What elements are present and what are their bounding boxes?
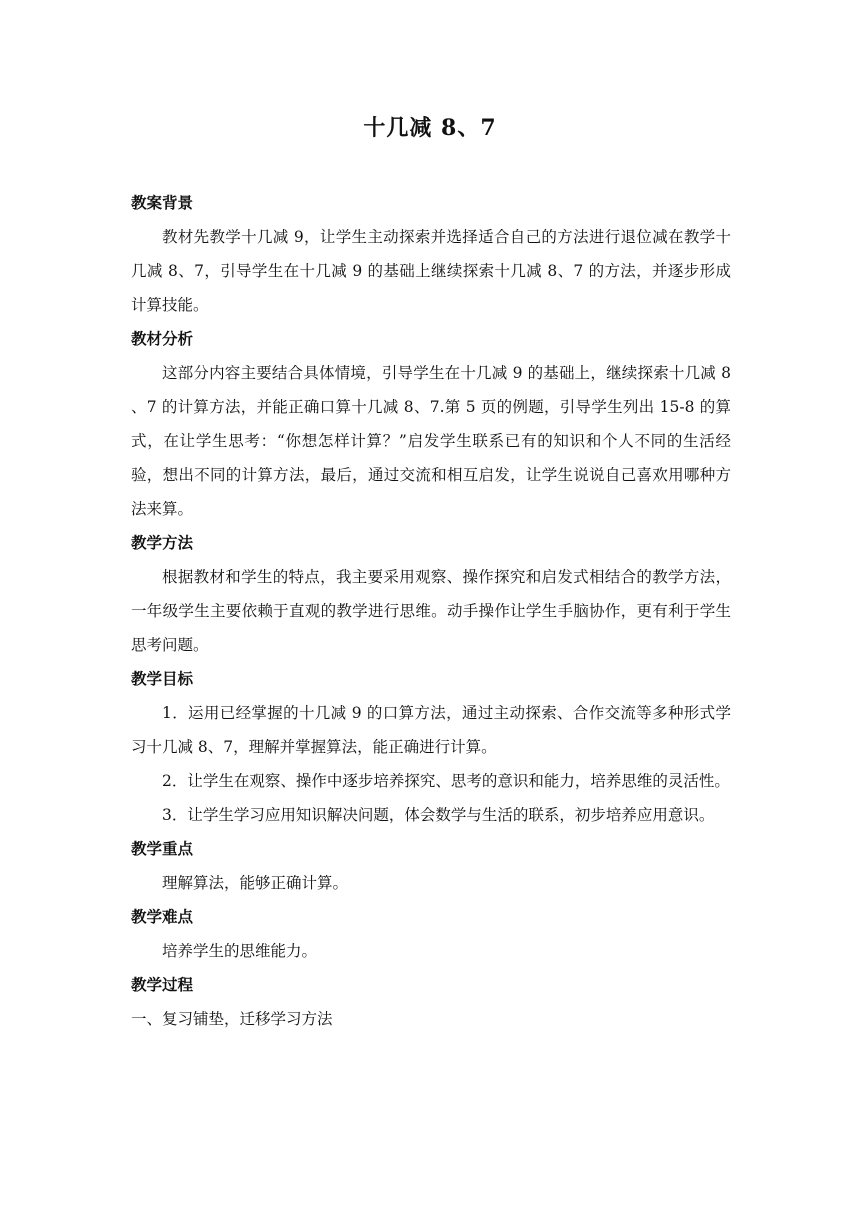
section-method [131,526,731,662]
section-key-points [131,832,731,900]
goal-item: 3．让学生学习应用知识解决问题，体会数学与生活的联系，初步培养应用意识。 [162,806,715,824]
section-analysis [131,322,731,526]
paragraph: 培养学生的思维能力。 [162,942,318,960]
section-difficulties [131,900,731,968]
document-title: 十几减 8、7 [363,115,497,141]
section-heading: 教学重点 [131,840,194,858]
goal-item: 1．运用已经掌握的十几减 9 的口算方法，通过主动探索、合作交流等多种形式学习十几减 8、7，理解并掌握算法，能正确进行计算。 [131,704,731,756]
section-heading: 教学方法 [131,534,194,552]
section-background [131,186,731,322]
paragraph: 教材先教学十几减 9，让学生主动探索并选择适合自己的方法进行退位减在教学十几减 8、7，引导学生在十几减 9 的基础上继续探索十几减 8、7 的方法，并逐步形成计算技能。 [131,228,731,314]
paragraph: 理解算法，能够正确计算。 [162,874,349,892]
process-step: 一、复习铺垫，迁移学习方法 [131,1010,333,1028]
section-heading: 教案背景 [131,194,194,212]
document-body [131,186,731,1036]
section-heading: 教学过程 [131,976,194,994]
section-heading: 教学目标 [131,670,194,688]
section-goals [131,662,731,832]
paragraph: 这部分内容主要结合具体情境，引导学生在十几减 9 的基础上，继续探索十几减 8 、7 的计算方法，并能正确口算十几减 8、7.第 5 页的例题，引导学生列出 15-8 的算式，在让学生思考：“你想怎样计算？”启发学生联系已有的知识和个人不同的生活经验，想出不同的计算方法，最后，通过交流和相互启发，让学生说说自己喜欢用哪种方法来算。 [131,364,731,518]
section-heading: 教学难点 [131,908,194,926]
section-heading: 教材分析 [131,330,194,348]
goal-item: 2．让学生在观察、操作中逐步培养探究、思考的意识和能力，培养思维的灵活性。 [162,772,730,790]
paragraph: 根据教材和学生的特点，我主要采用观察、操作探究和启发式相结合的教学方法，一年级学生主要依赖于直观的教学进行思维。动手操作让学生手脑协作，更有利于学生思考问题。 [131,568,731,654]
section-process [131,968,731,1036]
